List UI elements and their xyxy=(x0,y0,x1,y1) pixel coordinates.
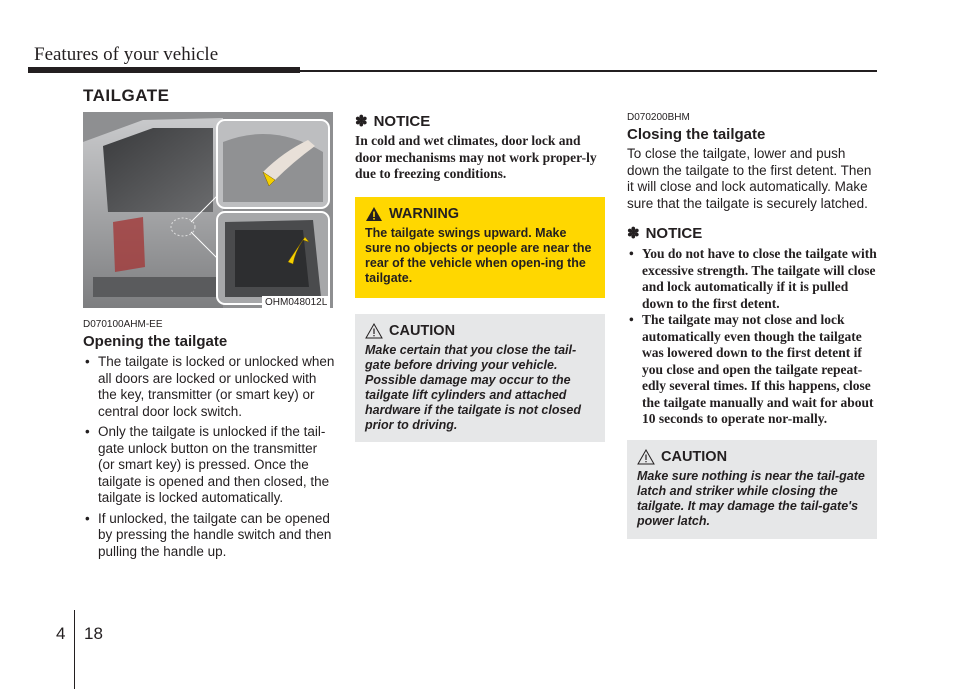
notice-bullet-list xyxy=(627,246,878,432)
warning-heading xyxy=(365,206,593,222)
notice-heading xyxy=(627,224,702,242)
header-rule-thin xyxy=(300,70,877,72)
notice-label: NOTICE xyxy=(373,112,431,130)
notice-text: In cold and wet climates, door lock and door mechanisms may not work proper-ly due to freezing conditions. xyxy=(355,133,597,181)
notice-heading xyxy=(355,112,430,130)
asterisk-icon: ✽ xyxy=(355,113,368,130)
opening-heading: Opening the tailgate xyxy=(83,333,228,350)
list-item: • The tailgate may not close and lock automatically even though the tailgate was lowered down to the first detent if you close and open the tailgate repeat-edly several times. If this happens, close the tailgate manually and wait for about 10 seconds to operate nor-mally. xyxy=(627,312,878,428)
caution-text: Make certain that you close the tail-gate before driving your vehicle. Possible damage may occur to the tailgate lift cylinders and attached hardware if the tailgate is not closed prior to driving. xyxy=(365,343,582,432)
opening-code: D070100AHM-EE xyxy=(83,319,163,330)
caution-heading xyxy=(637,449,865,465)
caution-box xyxy=(627,440,877,539)
warning-label: WARNING xyxy=(389,206,460,222)
figure-caption: OHM048012L xyxy=(262,296,330,309)
list-item: • Only the tailgate is unlocked if the tail-gate unlock button on the transmitter (or smart key) is pressed. Once the tailgate is opened and then closed, the tailgate is locked automatically. xyxy=(83,424,335,507)
header-rule-thick xyxy=(28,67,300,73)
page-header-title: Features of your vehicle xyxy=(34,44,219,65)
chapter-number: 4 xyxy=(56,624,66,643)
asterisk-icon: ✽ xyxy=(627,225,640,242)
opening-bullet-list xyxy=(83,354,335,564)
list-item: • The tailgate is locked or unlocked when all doors are locked or unlocked with the key, transmitter (or smart key) or central door lock switch. xyxy=(83,354,335,420)
list-item: • If unlocked, the tailgate can be opened by pressing the handle switch and then pulling the handle up. xyxy=(83,511,335,561)
warning-triangle-icon xyxy=(365,206,383,222)
warning-box xyxy=(355,197,605,298)
caution-label: CAUTION xyxy=(389,323,456,339)
list-item: • You do not have to close the tailgate with excessive strength. The tailgate will close and lock automatically if it is pulled down to the first detent. xyxy=(627,246,878,312)
closing-heading: Closing the tailgate xyxy=(627,126,766,143)
vehicle-rear-image xyxy=(83,112,333,308)
notice-label: NOTICE xyxy=(645,224,703,242)
footer-divider xyxy=(74,610,75,689)
caution-box xyxy=(355,314,605,442)
caution-triangle-icon xyxy=(637,449,655,465)
closing-code: D070200BHM xyxy=(627,112,690,123)
tailgate-illustration xyxy=(83,112,333,308)
warning-text: The tailgate swings upward. Make sure no objects or people are near the rear of the vehicle when open-ing the tailgate. xyxy=(365,226,592,285)
caution-heading xyxy=(365,323,593,339)
page-number: 18 xyxy=(84,624,103,643)
closing-text: To close the tailgate, lower and push down the tailgate to the first detent. Then it will close and lock automatically. Make sure that the tailgate is securely latched. xyxy=(627,146,872,211)
section-title: TAILGATE xyxy=(83,86,170,105)
caution-text: Make sure nothing is near the tail-gate latch and striker while closing the tailgate. It may damage the tail-gate's power latch. xyxy=(637,469,865,528)
caution-label: CAUTION xyxy=(661,449,728,465)
caution-triangle-icon xyxy=(365,323,383,339)
